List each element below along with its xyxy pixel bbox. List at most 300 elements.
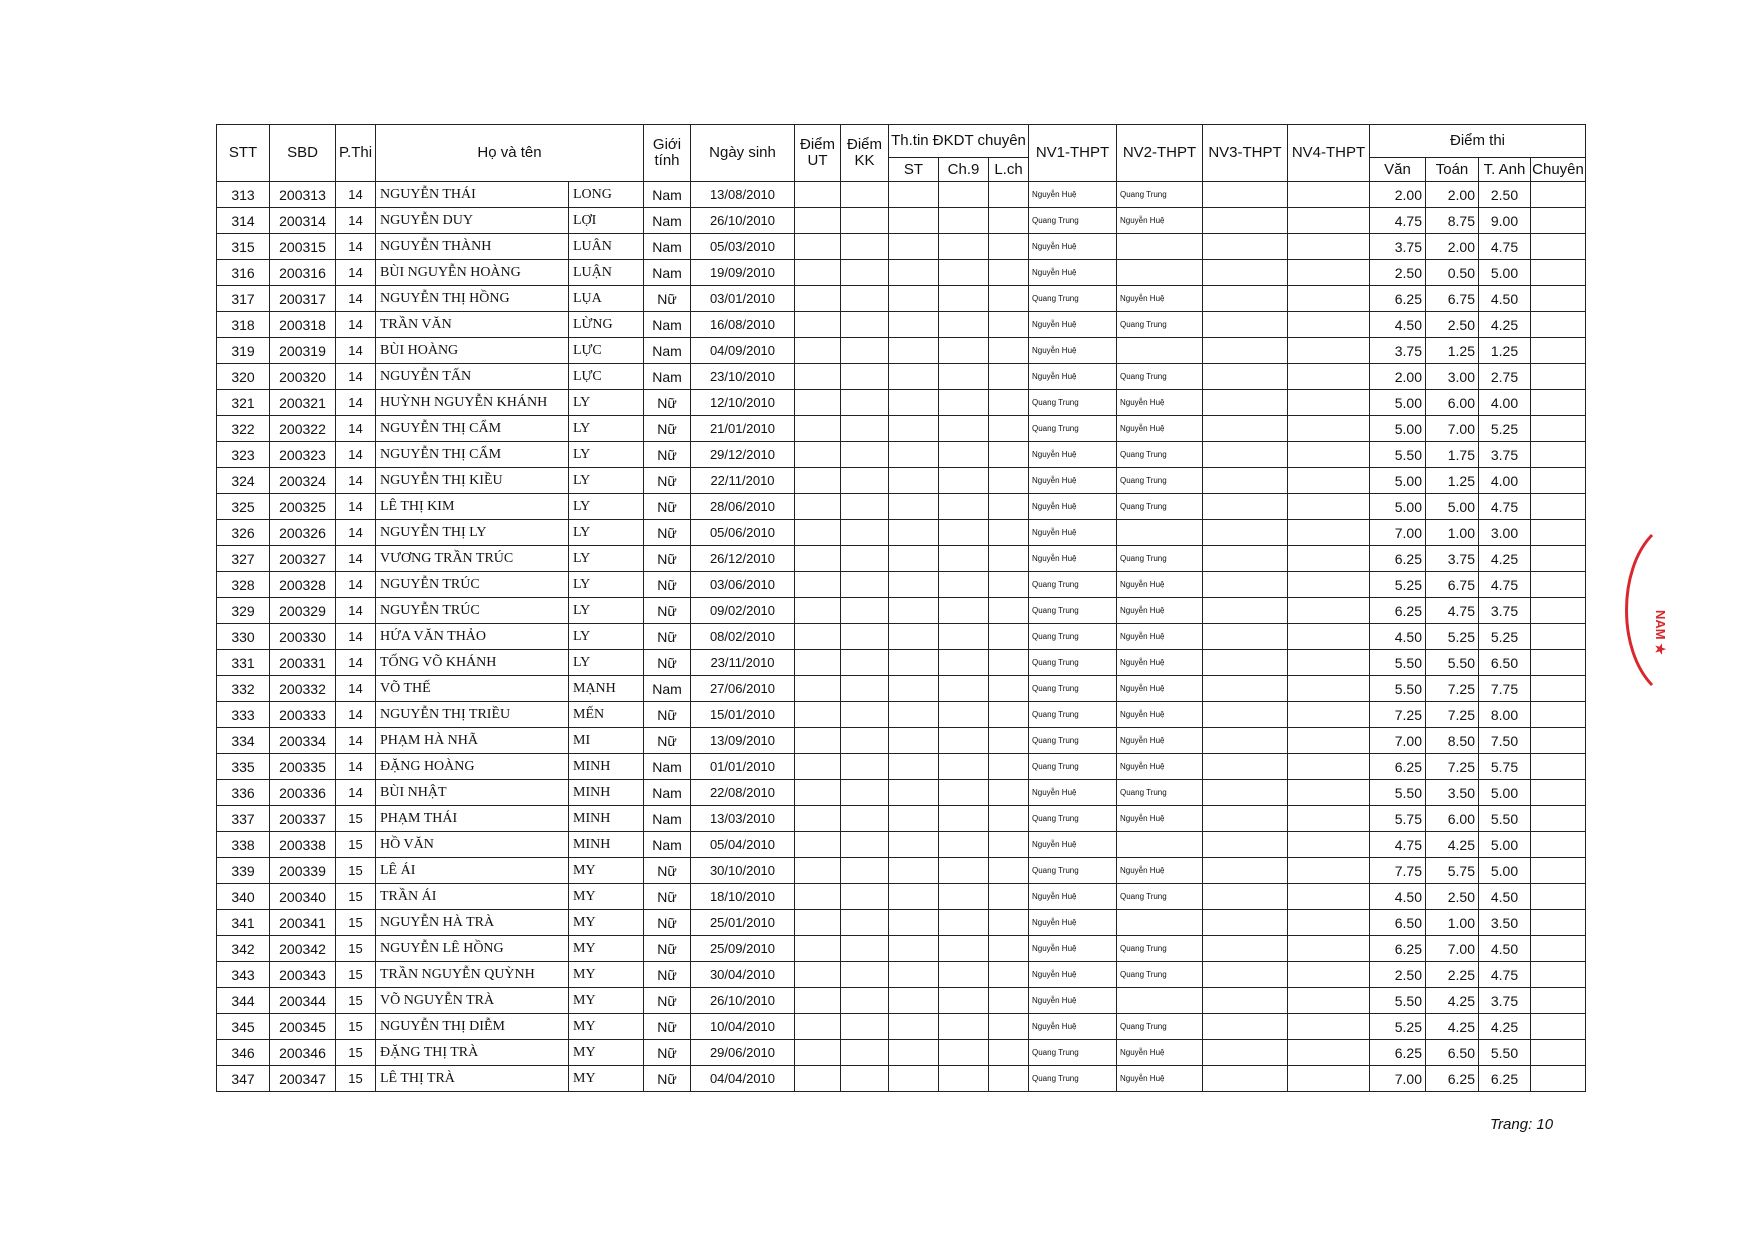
cell-stt: 323: [217, 442, 270, 468]
cell-ho-dem: ĐẶNG HOÀNG: [376, 754, 569, 780]
cell-diem-toan: 4.25: [1426, 988, 1479, 1014]
cell-nv2: Nguyễn Huệ: [1117, 286, 1203, 312]
cell-ho-dem: HỨA VĂN THẢO: [376, 624, 569, 650]
cell-sbd: 200342: [270, 936, 336, 962]
table-row: [217, 858, 1586, 884]
header-gioi-tinh: [644, 125, 691, 182]
cell-diem-toan: 0.50: [1426, 260, 1479, 286]
cell-diem-ut: [795, 910, 841, 936]
cell-phong-thi: 14: [336, 598, 376, 624]
cell-ch9: [939, 442, 989, 468]
cell-diem-chuyen: [1531, 962, 1586, 988]
cell-nv1: Nguyễn Huệ: [1029, 1014, 1117, 1040]
cell-st: [889, 676, 939, 702]
cell-nv1: Quang Trung: [1029, 286, 1117, 312]
cell-stt: 321: [217, 390, 270, 416]
cell-ngay-sinh: 01/01/2010: [691, 754, 795, 780]
cell-ngay-sinh: 18/10/2010: [691, 884, 795, 910]
header-nv4: NV4-THPT: [1288, 125, 1370, 182]
cell-nv3: [1203, 1066, 1288, 1092]
header-ch9: Ch.9: [939, 158, 989, 182]
header-st: ST: [889, 158, 939, 182]
cell-ch9: [939, 858, 989, 884]
cell-stt: 334: [217, 728, 270, 754]
cell-nv3: [1203, 728, 1288, 754]
cell-ho-dem: HỒ VĂN: [376, 832, 569, 858]
cell-sbd: 200335: [270, 754, 336, 780]
cell-sbd: 200321: [270, 390, 336, 416]
header-diem-ut: [795, 125, 841, 182]
cell-phong-thi: 14: [336, 520, 376, 546]
table-row: [217, 910, 1586, 936]
cell-diem-ut: [795, 598, 841, 624]
cell-ho-dem: NGUYỄN THỊ KIỀU: [376, 468, 569, 494]
cell-gioi-tinh: Nữ: [644, 1040, 691, 1066]
cell-diem-kk: [841, 728, 889, 754]
cell-nv4: [1288, 182, 1370, 208]
cell-ngay-sinh: 05/06/2010: [691, 520, 795, 546]
cell-ho-dem: BÙI NGUYỄN HOÀNG: [376, 260, 569, 286]
cell-ten: LY: [569, 416, 644, 442]
cell-sbd: 200345: [270, 1014, 336, 1040]
cell-stt: 339: [217, 858, 270, 884]
cell-ngay-sinh: 15/01/2010: [691, 702, 795, 728]
cell-diem-ut: [795, 1040, 841, 1066]
cell-diem-toan: 3.00: [1426, 364, 1479, 390]
cell-diem-ut: [795, 390, 841, 416]
cell-ch9: [939, 650, 989, 676]
cell-phong-thi: 14: [336, 546, 376, 572]
cell-gioi-tinh: Nữ: [644, 624, 691, 650]
cell-diem-kk: [841, 234, 889, 260]
cell-ho-dem: NGUYỄN LÊ HỒNG: [376, 936, 569, 962]
cell-diem-van: 5.00: [1370, 468, 1426, 494]
cell-lch: [989, 260, 1029, 286]
cell-ngay-sinh: 03/01/2010: [691, 286, 795, 312]
cell-diem-ut: [795, 936, 841, 962]
table-row: [217, 286, 1586, 312]
cell-nv1: Nguyễn Huệ: [1029, 468, 1117, 494]
cell-nv1: Nguyễn Huệ: [1029, 520, 1117, 546]
cell-nv3: [1203, 832, 1288, 858]
cell-phong-thi: 14: [336, 754, 376, 780]
cell-ten: LY: [569, 494, 644, 520]
cell-sbd: 200326: [270, 520, 336, 546]
cell-diem-chuyen: [1531, 572, 1586, 598]
cell-phong-thi: 14: [336, 676, 376, 702]
cell-phong-thi: 15: [336, 806, 376, 832]
table-row: [217, 936, 1586, 962]
cell-st: [889, 780, 939, 806]
cell-nv4: [1288, 572, 1370, 598]
header-nv1: NV1-THPT: [1029, 125, 1117, 182]
cell-phong-thi: 14: [336, 338, 376, 364]
cell-nv4: [1288, 624, 1370, 650]
cell-diem-toan: 4.25: [1426, 1014, 1479, 1040]
cell-ho-dem: VÕ THẾ: [376, 676, 569, 702]
cell-ngay-sinh: 25/09/2010: [691, 936, 795, 962]
cell-diem-kk: [841, 312, 889, 338]
cell-diem-van: 4.50: [1370, 624, 1426, 650]
cell-ngay-sinh: 09/02/2010: [691, 598, 795, 624]
cell-nv3: [1203, 208, 1288, 234]
cell-st: [889, 806, 939, 832]
cell-nv2: Nguyễn Huệ: [1117, 728, 1203, 754]
cell-nv1: Quang Trung: [1029, 1066, 1117, 1092]
cell-st: [889, 468, 939, 494]
cell-ten: MY: [569, 988, 644, 1014]
cell-st: [889, 312, 939, 338]
cell-nv1: Nguyễn Huệ: [1029, 884, 1117, 910]
cell-nv3: [1203, 962, 1288, 988]
cell-diem-van: 5.50: [1370, 676, 1426, 702]
header-nv3: NV3-THPT: [1203, 125, 1288, 182]
cell-phong-thi: 15: [336, 858, 376, 884]
cell-nv3: [1203, 988, 1288, 1014]
cell-diem-tieng-anh: 4.75: [1479, 494, 1531, 520]
cell-ho-dem: NGUYỄN TRÚC: [376, 572, 569, 598]
cell-stt: 322: [217, 416, 270, 442]
cell-gioi-tinh: Nam: [644, 780, 691, 806]
cell-diem-kk: [841, 988, 889, 1014]
cell-lch: [989, 936, 1029, 962]
cell-nv3: [1203, 546, 1288, 572]
table-row: [217, 650, 1586, 676]
cell-diem-tieng-anh: 3.75: [1479, 442, 1531, 468]
cell-phong-thi: 14: [336, 416, 376, 442]
cell-diem-ut: [795, 208, 841, 234]
cell-ho-dem: NGUYỄN DUY: [376, 208, 569, 234]
cell-diem-van: 4.50: [1370, 312, 1426, 338]
cell-diem-chuyen: [1531, 364, 1586, 390]
cell-nv2: Quang Trung: [1117, 962, 1203, 988]
cell-st: [889, 884, 939, 910]
cell-diem-chuyen: [1531, 1066, 1586, 1092]
cell-diem-chuyen: [1531, 312, 1586, 338]
cell-ngay-sinh: 03/06/2010: [691, 572, 795, 598]
cell-nv1: Quang Trung: [1029, 702, 1117, 728]
cell-diem-toan: 8.50: [1426, 728, 1479, 754]
cell-nv3: [1203, 390, 1288, 416]
cell-diem-tieng-anh: 4.00: [1479, 390, 1531, 416]
cell-nv2: Quang Trung: [1117, 884, 1203, 910]
cell-phong-thi: 14: [336, 208, 376, 234]
cell-diem-toan: 7.25: [1426, 754, 1479, 780]
cell-diem-kk: [841, 390, 889, 416]
table-row: [217, 364, 1586, 390]
cell-ngay-sinh: 16/08/2010: [691, 312, 795, 338]
cell-nv2: Quang Trung: [1117, 312, 1203, 338]
cell-diem-ut: [795, 468, 841, 494]
cell-ho-dem: VÕ NGUYỄN TRÀ: [376, 988, 569, 1014]
cell-diem-chuyen: [1531, 208, 1586, 234]
cell-nv4: [1288, 312, 1370, 338]
header-gioi-tinh-line2: tính: [654, 152, 680, 169]
cell-diem-kk: [841, 494, 889, 520]
seal-arc: [1627, 535, 1653, 685]
cell-nv3: [1203, 754, 1288, 780]
table-row: [217, 598, 1586, 624]
cell-nv2: Quang Trung: [1117, 494, 1203, 520]
cell-sbd: 200333: [270, 702, 336, 728]
cell-diem-toan: 3.50: [1426, 780, 1479, 806]
cell-nv4: [1288, 1014, 1370, 1040]
cell-diem-ut: [795, 364, 841, 390]
cell-diem-toan: 4.75: [1426, 598, 1479, 624]
cell-nv1: Quang Trung: [1029, 650, 1117, 676]
cell-ten: LY: [569, 390, 644, 416]
cell-stt: 340: [217, 884, 270, 910]
cell-diem-toan: 4.25: [1426, 832, 1479, 858]
cell-gioi-tinh: Nữ: [644, 858, 691, 884]
cell-diem-chuyen: [1531, 858, 1586, 884]
cell-diem-toan: 5.75: [1426, 858, 1479, 884]
cell-st: [889, 260, 939, 286]
cell-nv4: [1288, 234, 1370, 260]
cell-ch9: [939, 1040, 989, 1066]
cell-diem-chuyen: [1531, 650, 1586, 676]
cell-phong-thi: 14: [336, 572, 376, 598]
cell-stt: 324: [217, 468, 270, 494]
cell-nv4: [1288, 260, 1370, 286]
cell-diem-toan: 7.00: [1426, 416, 1479, 442]
cell-lch: [989, 884, 1029, 910]
cell-diem-ut: [795, 494, 841, 520]
cell-diem-kk: [841, 754, 889, 780]
cell-diem-kk: [841, 1066, 889, 1092]
cell-ho-dem: NGUYỄN THÀNH: [376, 234, 569, 260]
table-row: [217, 624, 1586, 650]
cell-diem-toan: 3.75: [1426, 546, 1479, 572]
header-diem-ut-line2: UT: [807, 152, 828, 169]
cell-ch9: [939, 598, 989, 624]
seal-text: NAM ★: [1653, 610, 1668, 655]
cell-sbd: 200329: [270, 598, 336, 624]
cell-diem-kk: [841, 546, 889, 572]
cell-sbd: 200318: [270, 312, 336, 338]
cell-diem-chuyen: [1531, 806, 1586, 832]
cell-lch: [989, 676, 1029, 702]
cell-ten: MY: [569, 1040, 644, 1066]
cell-nv1: Quang Trung: [1029, 598, 1117, 624]
cell-diem-tieng-anh: 5.25: [1479, 624, 1531, 650]
cell-sbd: 200324: [270, 468, 336, 494]
cell-ten: MY: [569, 936, 644, 962]
cell-lch: [989, 234, 1029, 260]
cell-nv2: Nguyễn Huệ: [1117, 390, 1203, 416]
cell-nv1: Quang Trung: [1029, 858, 1117, 884]
cell-nv3: [1203, 598, 1288, 624]
cell-diem-chuyen: [1531, 1040, 1586, 1066]
cell-sbd: 200344: [270, 988, 336, 1014]
cell-nv3: [1203, 884, 1288, 910]
cell-st: [889, 234, 939, 260]
cell-diem-ut: [795, 676, 841, 702]
table-row: [217, 676, 1586, 702]
cell-stt: 317: [217, 286, 270, 312]
cell-nv2: Nguyễn Huệ: [1117, 624, 1203, 650]
cell-gioi-tinh: Nữ: [644, 728, 691, 754]
table-row: [217, 234, 1586, 260]
cell-diem-kk: [841, 442, 889, 468]
cell-ch9: [939, 624, 989, 650]
cell-diem-toan: 2.50: [1426, 884, 1479, 910]
cell-phong-thi: 14: [336, 260, 376, 286]
cell-diem-ut: [795, 312, 841, 338]
cell-gioi-tinh: Nữ: [644, 442, 691, 468]
cell-diem-kk: [841, 884, 889, 910]
table-row: [217, 520, 1586, 546]
cell-stt: 337: [217, 806, 270, 832]
cell-ch9: [939, 936, 989, 962]
cell-sbd: 200343: [270, 962, 336, 988]
cell-lch: [989, 364, 1029, 390]
cell-lch: [989, 390, 1029, 416]
cell-ngay-sinh: 25/01/2010: [691, 910, 795, 936]
cell-diem-tieng-anh: 5.00: [1479, 780, 1531, 806]
cell-ngay-sinh: 04/04/2010: [691, 1066, 795, 1092]
cell-ho-dem: ĐẶNG THỊ TRÀ: [376, 1040, 569, 1066]
cell-phong-thi: 14: [336, 442, 376, 468]
cell-diem-ut: [795, 728, 841, 754]
cell-nv2: Nguyễn Huệ: [1117, 754, 1203, 780]
cell-nv4: [1288, 1040, 1370, 1066]
cell-nv4: [1288, 910, 1370, 936]
cell-ch9: [939, 260, 989, 286]
cell-diem-kk: [841, 260, 889, 286]
cell-gioi-tinh: Nam: [644, 182, 691, 208]
cell-ho-dem: VƯƠNG TRẦN TRÚC: [376, 546, 569, 572]
cell-nv1: Quang Trung: [1029, 676, 1117, 702]
cell-sbd: 200337: [270, 806, 336, 832]
cell-stt: 331: [217, 650, 270, 676]
cell-gioi-tinh: Nam: [644, 364, 691, 390]
cell-diem-kk: [841, 468, 889, 494]
cell-nv4: [1288, 650, 1370, 676]
cell-ngay-sinh: 13/09/2010: [691, 728, 795, 754]
cell-nv3: [1203, 416, 1288, 442]
cell-diem-van: 2.00: [1370, 182, 1426, 208]
cell-diem-van: 5.50: [1370, 988, 1426, 1014]
cell-diem-chuyen: [1531, 598, 1586, 624]
cell-nv3: [1203, 910, 1288, 936]
cell-nv3: [1203, 1014, 1288, 1040]
cell-phong-thi: 15: [336, 832, 376, 858]
cell-phong-thi: 14: [336, 364, 376, 390]
cell-lch: [989, 1066, 1029, 1092]
cell-ch9: [939, 182, 989, 208]
cell-diem-ut: [795, 650, 841, 676]
cell-diem-chuyen: [1531, 936, 1586, 962]
header-diem-thi: Điểm thi: [1370, 125, 1586, 158]
cell-nv3: [1203, 624, 1288, 650]
cell-ngay-sinh: 26/12/2010: [691, 546, 795, 572]
cell-diem-tieng-anh: 4.50: [1479, 286, 1531, 312]
cell-nv3: [1203, 260, 1288, 286]
cell-nv2: Nguyễn Huệ: [1117, 858, 1203, 884]
cell-diem-van: 4.75: [1370, 832, 1426, 858]
cell-nv1: Nguyễn Huệ: [1029, 988, 1117, 1014]
cell-gioi-tinh: Nam: [644, 832, 691, 858]
cell-sbd: 200313: [270, 182, 336, 208]
cell-diem-kk: [841, 364, 889, 390]
cell-diem-van: 5.75: [1370, 806, 1426, 832]
cell-nv3: [1203, 806, 1288, 832]
cell-diem-kk: [841, 806, 889, 832]
cell-diem-van: 5.00: [1370, 416, 1426, 442]
cell-diem-van: 7.25: [1370, 702, 1426, 728]
cell-sbd: 200347: [270, 1066, 336, 1092]
cell-ch9: [939, 780, 989, 806]
cell-stt: 344: [217, 988, 270, 1014]
cell-nv1: Nguyễn Huệ: [1029, 832, 1117, 858]
cell-nv1: Nguyễn Huệ: [1029, 312, 1117, 338]
cell-nv2: Quang Trung: [1117, 468, 1203, 494]
cell-ngay-sinh: 30/04/2010: [691, 962, 795, 988]
cell-diem-kk: [841, 286, 889, 312]
cell-diem-kk: [841, 1040, 889, 1066]
cell-ho-dem: NGUYỄN THỊ LY: [376, 520, 569, 546]
cell-nv2: Nguyễn Huệ: [1117, 572, 1203, 598]
table-row: [217, 832, 1586, 858]
cell-ngay-sinh: 12/10/2010: [691, 390, 795, 416]
cell-ten: MY: [569, 962, 644, 988]
cell-lch: [989, 182, 1029, 208]
cell-gioi-tinh: Nam: [644, 754, 691, 780]
cell-diem-chuyen: [1531, 442, 1586, 468]
cell-diem-chuyen: [1531, 520, 1586, 546]
cell-ho-dem: PHẠM HÀ NHÃ: [376, 728, 569, 754]
cell-stt: 319: [217, 338, 270, 364]
cell-nv3: [1203, 468, 1288, 494]
cell-gioi-tinh: Nữ: [644, 962, 691, 988]
cell-diem-chuyen: [1531, 624, 1586, 650]
cell-nv3: [1203, 520, 1288, 546]
cell-diem-tieng-anh: 5.00: [1479, 260, 1531, 286]
cell-diem-van: 5.00: [1370, 494, 1426, 520]
cell-diem-chuyen: [1531, 468, 1586, 494]
header-thong-tin-chuyen: Th.tin ĐKDT chuyên: [889, 125, 1029, 158]
cell-diem-van: 6.25: [1370, 546, 1426, 572]
cell-diem-ut: [795, 572, 841, 598]
cell-nv3: [1203, 286, 1288, 312]
cell-diem-chuyen: [1531, 390, 1586, 416]
cell-diem-kk: [841, 598, 889, 624]
cell-lch: [989, 728, 1029, 754]
header-lch: L.ch: [989, 158, 1029, 182]
cell-sbd: 200338: [270, 832, 336, 858]
cell-st: [889, 936, 939, 962]
cell-diem-kk: [841, 832, 889, 858]
cell-sbd: 200315: [270, 234, 336, 260]
cell-lch: [989, 494, 1029, 520]
cell-diem-chuyen: [1531, 780, 1586, 806]
cell-ngay-sinh: 29/06/2010: [691, 1040, 795, 1066]
cell-st: [889, 494, 939, 520]
cell-nv1: Quang Trung: [1029, 416, 1117, 442]
cell-diem-chuyen: [1531, 702, 1586, 728]
cell-sbd: 200327: [270, 546, 336, 572]
cell-lch: [989, 338, 1029, 364]
cell-nv4: [1288, 702, 1370, 728]
cell-diem-tieng-anh: 4.25: [1479, 312, 1531, 338]
cell-diem-ut: [795, 702, 841, 728]
cell-diem-ut: [795, 988, 841, 1014]
header-tieng-anh: T. Anh: [1479, 158, 1531, 182]
cell-sbd: 200320: [270, 364, 336, 390]
table-row: [217, 208, 1586, 234]
cell-diem-chuyen: [1531, 754, 1586, 780]
